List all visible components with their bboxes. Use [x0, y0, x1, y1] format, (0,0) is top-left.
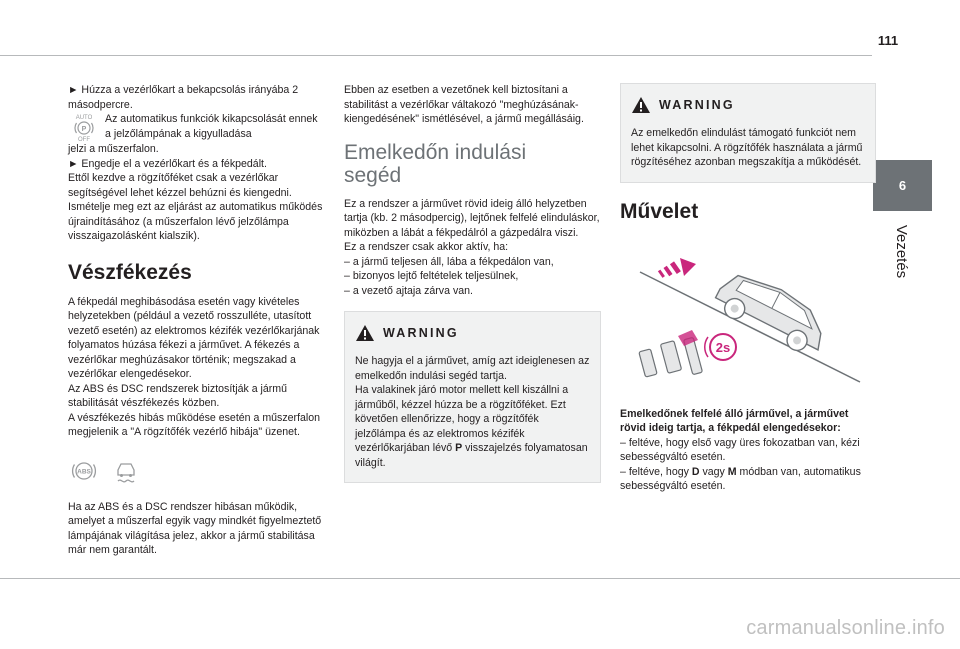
- hill-assist-paragraph-2: Ez a rendszer csak akkor aktív, ha:: [344, 241, 509, 253]
- hill-assist-condition: – bizonyos lejtő feltételek teljesülnek,: [344, 270, 519, 282]
- manual-brake-paragraph: Ettől kezdve a rögzítőféket csak a vezérlőkar segítségével lehet kézzel behúzni és kiengedni. Ismételje meg ezt az eljárást az automatikus működés újraindításához (a műszerfalon lévő jelzőlámpa visszaigazolásként kialszik).: [68, 172, 323, 242]
- svg-text:OFF: OFF: [78, 137, 90, 142]
- abs-dsc-icons: [70, 458, 326, 486]
- operation-condition-auto-b: módban van, automatikus sebességváltó esetén.: [620, 465, 861, 492]
- auto-off-text: Az automatikus funkciók kikapcsolását ennek a jelzőlámpának a kigyulladása: [105, 113, 318, 140]
- gear-d: D: [691, 465, 700, 478]
- stability-paragraph: Ebben az esetben a vezetőnek kell biztosítani a stabilitást a vezérlőkar váltakozó "meghúzásának-kiengedésének" ismétlésével, a jármű megállásáig.: [344, 84, 584, 125]
- emergency-paragraph-3: A vészfékezés hibás működése esetén a műszerfalon megjelenik a "A rögzítőfék vezérlő hibája" üzenet.: [68, 411, 321, 438]
- operation-condition-auto-mid: vagy: [699, 465, 728, 478]
- svg-text:AUTO: AUTO: [75, 115, 93, 121]
- column-1: [68, 83, 326, 558]
- warning-text-1: Ne hagyja el a járművet, amíg azt ideiglenesen az emelkedőn indulási segéd tartja.: [355, 355, 590, 382]
- warning-text-2: [355, 383, 590, 470]
- warning-title: WARNING: [659, 98, 735, 112]
- chapter-tab[interactable]: [873, 160, 932, 211]
- chapter-title: [878, 221, 926, 281]
- page-number: 111: [877, 33, 899, 48]
- hill-assist-condition: – a jármű teljesen áll, lába a fékpedálon van,: [344, 255, 554, 268]
- heading-operation: Művelet: [620, 199, 699, 223]
- hill-start-illustration: [620, 242, 876, 390]
- warning-header: [355, 324, 590, 342]
- operation-bold-text: Emelkedőnek felfelé álló járművel, a járművet rövid ideig tartja, a fékpedál elengedésekor:: [620, 407, 849, 434]
- chapter-number: 6: [898, 178, 907, 193]
- auto-off-text-cont: jelzi a műszerfalon.: [68, 143, 159, 155]
- step-release-lever: ► Engedje el a vezérlőkart és a fékpedált.: [68, 157, 267, 170]
- warning-text-2b: visszajelzés folyamatosan világít.: [355, 442, 588, 469]
- hill-assist-condition: – a vezető ajtaja zárva van.: [344, 284, 473, 297]
- header-rule: [0, 55, 872, 56]
- warning-triangle-icon: [631, 96, 651, 114]
- dsc-warning-icon: [112, 458, 140, 486]
- emergency-paragraph-2: Az ABS és DSC rendszerek biztosítják a jármű stabilitását vészfékezés közben.: [68, 382, 288, 409]
- warning-text-2-bold: P: [455, 442, 463, 454]
- column-2: [344, 83, 601, 483]
- warning-title: WARNING: [383, 326, 459, 340]
- operation-condition-auto-a: – feltéve, hogy: [620, 465, 692, 478]
- warning-header: [631, 96, 865, 114]
- warning-box-hill-assist: [344, 311, 601, 483]
- svg-text:P: P: [81, 126, 87, 133]
- warning-triangle-icon: [355, 324, 375, 342]
- auto-off-icon: [68, 112, 100, 142]
- column-3: [620, 83, 876, 494]
- footer-watermark[interactable]: carmanualsonline.info: [746, 617, 945, 639]
- footer-rule: [0, 578, 960, 579]
- gear-m: M: [727, 465, 737, 478]
- heading-emergency-braking: Vészfékezés: [68, 260, 192, 284]
- step-pull-lever: ► Húzza a vezérlőkart a bekapcsolás irányába 2 másodpercre.: [68, 84, 299, 111]
- operation-condition-manual: – feltéve, hogy első vagy üres fokozatban van, kézi sebességváltó esetén.: [620, 436, 860, 463]
- auto-off-note: [68, 112, 326, 142]
- emergency-paragraph-1: A fékpedál meghibásodása esetén vagy kivételes helyzetekben (például a vezető rosszulléte, utasított vezető esetén) az elektromos kézifék vezérlőkarjának folyamatos húzása fékezi a járművet. A fékezés a vezérlőkar meghúzásakor történik; megszakad a vezérlőkar elengedésekor.: [68, 295, 320, 380]
- abs-warning-icon: [70, 458, 98, 484]
- abs-dsc-fault-paragraph: Ha az ABS és a DSC rendszer hibásan működik, amelyet a műszerfal egyik vagy mindkét figyelmeztető lámpájának világítása jelez, akkor a jármű stabilitása már nem garantált.: [68, 500, 322, 556]
- warning-text: Az emelkedőn elindulást támogató funkciót nem lehet kikapcsolni. A rögzítőfék használata a jármű rögzítéséhez azonban megszakítja a működését.: [631, 127, 863, 168]
- heading-hill-start-assist: Emelkedőn indulási segéd: [344, 140, 527, 187]
- timer-label: 2s: [715, 339, 731, 355]
- warning-box-no-disable: [620, 83, 876, 183]
- svg-text:ABS: ABS: [77, 468, 91, 475]
- warning-text-2a: Ha valakinek járó motor mellett kell kiszállni a járműből, kézzel húzza be a rögzítőféket. Ezt követően ellenőrizze, hogy a rögzítőfék jelzőlámpa és az elektromos kézifék vezérlőkarjában lévő: [355, 384, 569, 454]
- chapter-title-text: Vezetés: [893, 224, 911, 278]
- operation-condition-auto: [620, 465, 876, 494]
- hill-assist-paragraph-1: Ez a rendszer a járművet rövid ideig álló helyzetben tartja (kb. 2 másodpercig), lejtőnek felfelé elinduláskor, miközben a lábát a fékpedálról a gázpedálra viszi.: [344, 197, 600, 239]
